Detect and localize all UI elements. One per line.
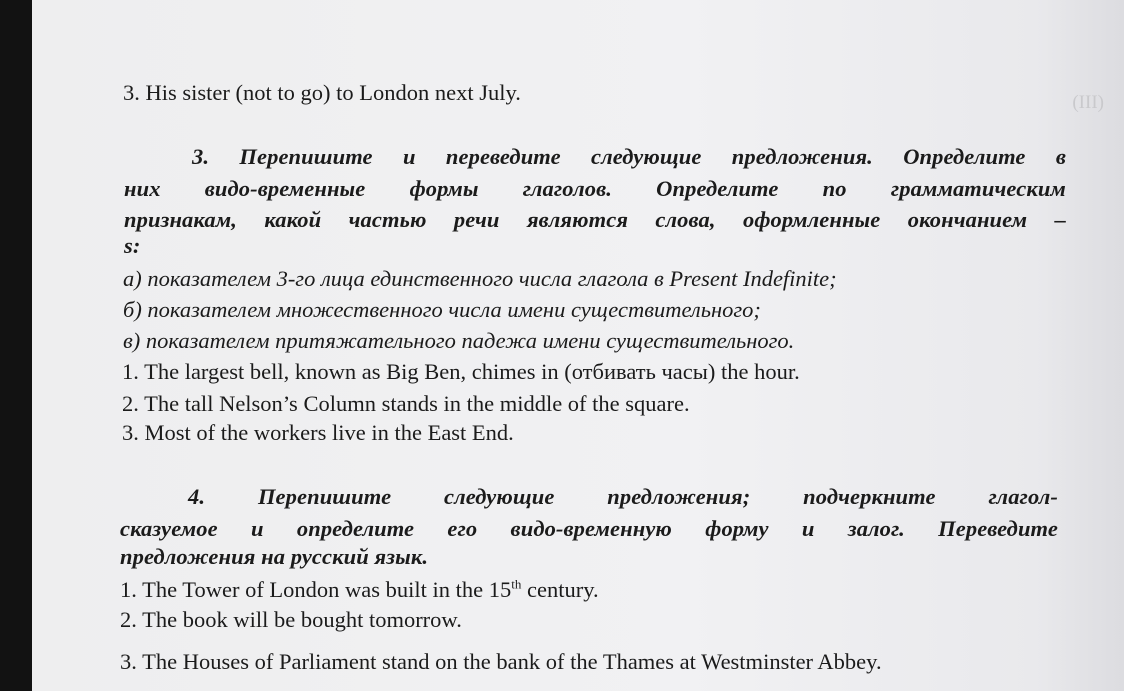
task4-sentence-2: 2. The book will be bought tomorrow. [120,607,462,632]
task3-heading-line-2: них видо-временные формы глаголов. Определите по грамматическим [124,176,1066,201]
task3-sentence-2: 2. The tall Nelson’s Column stands in the middle of the square. [122,391,690,416]
task3-heading-tail: s: [124,233,141,258]
bleed-through-text: (III) [1072,92,1104,113]
task3-heading-line-3: признакам, какой частью речи являются слова, оформленные окончанием – [124,207,1066,232]
scanned-page [32,0,1124,691]
task3-heading-line-1: 3. Перепишите и переведите следующие предложения. Определите в [124,143,1066,171]
task3-option-c: в) показателем притяжательного падежа имени существительного. [123,328,795,353]
task3-option-b: б) показателем множественного числа имени существительного; [123,297,761,322]
intro-sentence: 3. His sister (not to go) to London next July. [123,80,521,105]
task4-heading-line-2: сказуемое и определите его видо-временную форму и залог. Переведите [120,516,1058,541]
task3-number: 3. [192,144,210,169]
task4-number: 4. [188,484,206,509]
dark-left-margin [0,0,32,691]
task4-heading-line-1: 4. Перепишите следующие предложения; подчеркните глагол- [120,483,1058,511]
task4-sentence-1: 1. The Tower of London was built in the 15th century. [120,576,599,602]
task3-sentence-1: 1. The largest bell, known as Big Ben, chimes in (отбивать часы) the hour. [122,359,800,384]
task3-sentence-3: 3. Most of the workers live in the East End. [122,420,514,445]
task3-option-a: а) показателем 3-го лица единственного числа глагола в Present Indefinite; [123,266,837,291]
task4-sentence-3: 3. The Houses of Parliament stand on the bank of the Thames at Westminster Abbey. [120,649,882,674]
task4-heading-tail: предложения на русский язык. [120,544,429,569]
